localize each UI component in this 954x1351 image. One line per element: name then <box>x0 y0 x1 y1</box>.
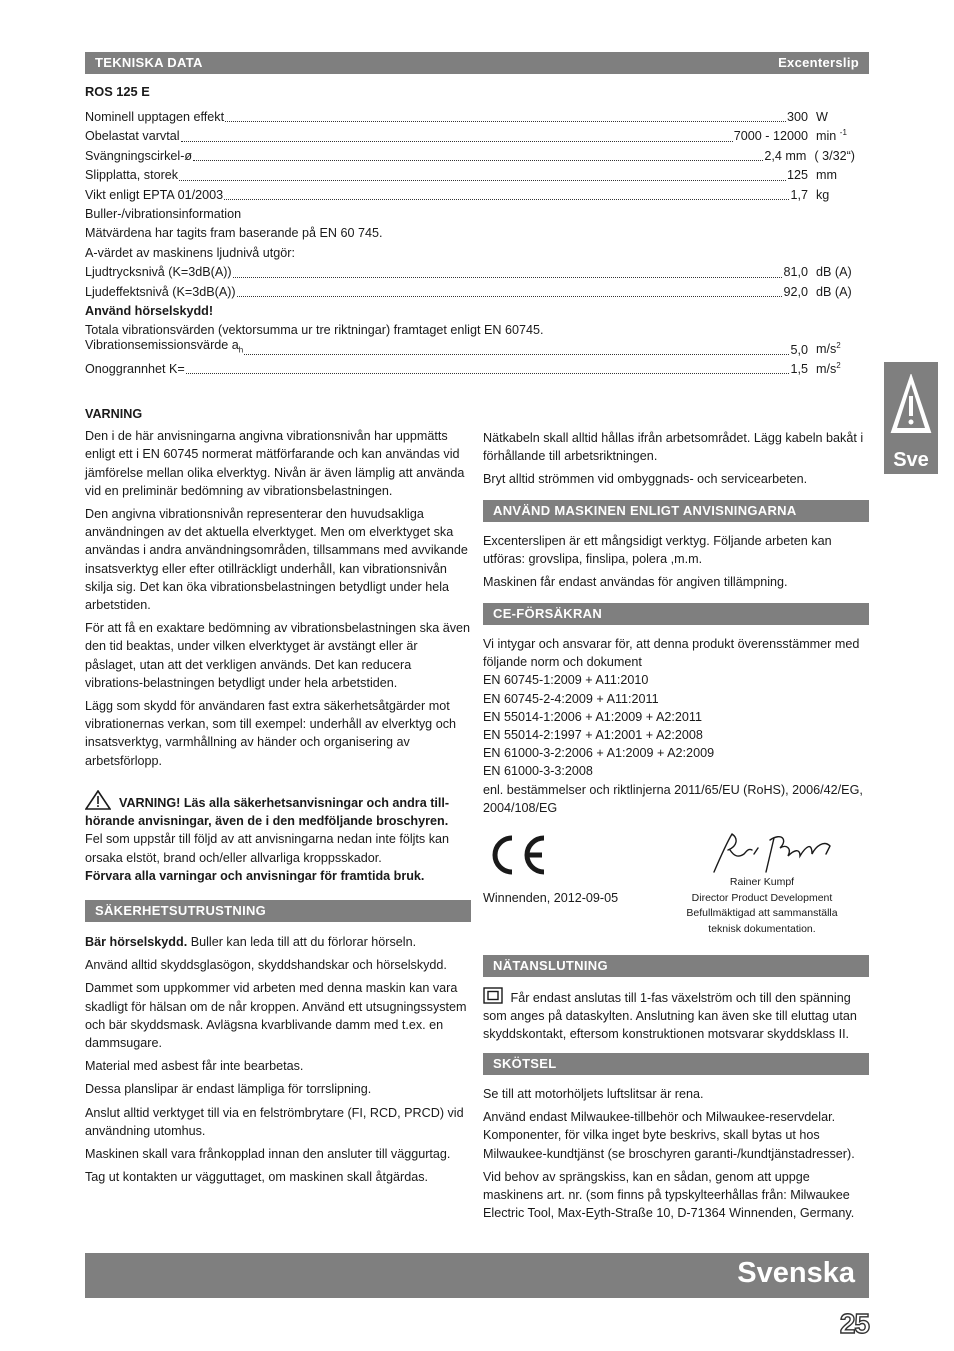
norm-line: EN 61000-3-3:2008 <box>483 764 593 779</box>
norm-line: EN 55014-2:1997 + A1:2001 + A2:2008 <box>483 728 703 743</box>
paragraph: Dessa planslipar är endast lämpliga för torrslipning. <box>85 1082 372 1097</box>
place-date: Winnenden, 2012-09-05 <box>483 891 619 905</box>
signer-title: Director Product Development <box>691 891 833 904</box>
section-bar-anvand: ANVÄND MASKINEN ENLIGT ANVISNINGARNA <box>483 500 869 522</box>
natanslutning-section <box>483 987 869 1049</box>
paragraph: Vid behov av sprängskiss, kan en sådan, genom att uppge maskinens art. nr. (som finns på typskylteerhållas från: Milwaukee Electric Tool, Max-Eyth-Straße 10, D-71364 Winnenden, Germany. <box>483 1169 855 1221</box>
paragraph: Se till att motorhöljets luftslitsar är rena. <box>483 1087 704 1101</box>
paragraph: För att få en exaktare bedömning av vibrationsbelastningen ska även den tid beaktas, under vilken elverktyget är avstängt eller är påslaget, utan att det verkligen används. Det kan reducera vibrations-belastningen betydligt under hela arbetstiden. <box>85 621 471 690</box>
spec-row: Ljudeffektsnivå (K=3dB(A)) 92,0 dB (A) <box>85 284 852 299</box>
varning-title: VARNING <box>85 407 143 421</box>
warning-triangle-icon <box>85 790 111 810</box>
safety-warning-block <box>85 790 471 885</box>
signature-image <box>708 828 843 876</box>
paragraph: Den i de här anvisningarna angivna vibrationsnivån har uppmätts enligt ett i EN 60745 normerat mätförfarande och kan användas vid jämförelse mellan olika elverktyg. Nivån är även lämplig att använda vid en preliminär bedömning av vibrationsbelastningen. <box>85 429 465 498</box>
spec-text-line: A-värdet av maskinens ljudnivå utgör: <box>85 245 295 260</box>
spec-row: Ljudtrycksnivå (K=3dB(A)) 81,0 dB (A) <box>85 265 852 280</box>
skotsel-section <box>483 1085 869 1227</box>
section-bar-natanslutning: NÄTANSLUTNING <box>483 955 869 977</box>
paragraph: Använd alltid skyddsglasögon, skyddshandskar och hörselskydd. <box>85 958 447 973</box>
right-intro <box>483 429 869 494</box>
ce-section <box>483 635 869 817</box>
paragraph: Nätkabeln skall alltid hållas ifrån arbetsområdet. Lägg kabeln bakåt i förhållande till arbetsriktningen. <box>483 431 864 464</box>
section-bar-sakerhet: SÄKERHETSUTRUSTNING <box>85 900 471 922</box>
paragraph: Använd endast Milwaukee-tillbehör och Milwaukee-reservdelar. Komponenter, för vilka inget byte beskrivs, skall bytas ut hos Milwaukee-kundtjänst (se broschyren garanti-/kundtjänstadresser). <box>483 1110 855 1161</box>
paragraph: Anslut alltid verktyget till via en felströmbrytare (FI, RCD, PRCD) vid användning utomhus. <box>85 1105 464 1138</box>
spec-row: Vibrationsemissionsvärde $a_h$ 5,0 $m/s^2$ <box>85 338 841 357</box>
ce-directives: enl. bestämmelser och riktlinjerna 2011/65/EU (RoHS), 2006/42/EG, 2004/108/EG <box>483 782 863 815</box>
spec-text-line: Totala vibrationsvärden (vektorsumma ur tre riktningar) framtaget enligt EN 60745. <box>85 323 544 338</box>
safety-warning-keep: Förvara alla varningar och anvisningar för framtida bruk. <box>85 868 425 883</box>
hearing-warning: Använd hörselskydd! <box>85 303 214 318</box>
anvand-section <box>483 532 869 597</box>
spec-row: Vikt enligt EPTA 01/2003 1,7 kg <box>85 187 830 202</box>
safety-warning-bold: VARNING! Läs alla säkerhetsanvisningar och andra till-hörande anvisningar, även de i den medföljande broschyren. <box>85 796 450 829</box>
section-bar-skotsel: SKÖTSEL <box>483 1053 869 1075</box>
language-side-tab <box>884 362 938 474</box>
section-header-bar <box>85 52 869 74</box>
paragraph: Lägg som skydd för användaren fast extra säkerhetsåtgärder mot vibrationernas verkan, som till exempel: underhåll av elverktyg och insatsverktyg, varmhållning av händer och organisering av arbetsförlopp. <box>85 699 456 768</box>
spec-row: Nominell upptagen effekt 300 W <box>85 109 828 124</box>
section-bar-ce: CE-FÖRSÄKRAN <box>483 603 869 625</box>
spec-row: Svängningscirkel-ø 2,4 mm ( 3/32“) <box>85 148 855 163</box>
signer-name: Rainer Kumpf <box>729 876 795 888</box>
sakerhet-section <box>85 933 471 1191</box>
paragraph: Får endast anslutas till 1-fas växelström och till den spänning som anges på dataskylten. Anslutning kan även ske till eluttag utan skyddskontakt, eftersom konstruktionen motsvarar skyddsklass II. <box>483 987 869 1044</box>
norm-line: EN 60745-1:2009 + A11:2010 <box>483 673 649 688</box>
paragraph: Bryt alltid strömmen vid ombyggnads- och servicearbeten. <box>483 472 808 487</box>
norm-line: EN 61000-3-2:2006 + A1:2009 + A2:2009 <box>483 746 715 761</box>
ce-intro: Vi intygar och ansvarar för, att denna produkt överensstämmer med följande norm och dokument <box>483 637 860 670</box>
spec-row: Onoggrannhet K= 1,5 $m/s^2$ <box>85 360 841 377</box>
paragraph: Tag ut kontakten ur vägguttaget, om maskinen skall åtgärdas. <box>85 1170 429 1185</box>
footer-language: Svenska <box>737 1257 855 1289</box>
spec-text-line: Buller-/vibrationsinformation <box>85 206 242 221</box>
signer-block <box>672 875 852 937</box>
signer-note: Befullmäktigad att sammanställa teknisk dokumentation. <box>686 907 838 935</box>
spec-row: Obelastat varvtal 7000 - 12000 min $^{-1}$ <box>85 127 855 146</box>
norm-line: EN 60745-2-4:2009 + A11:2011 <box>483 691 659 706</box>
ce-mark-icon <box>486 832 548 878</box>
side-tab-label: Sve <box>893 449 929 471</box>
warning-icon <box>890 374 932 436</box>
paragraph: Bär hörselskydd. Buller kan leda till att du förlorar hörseln. <box>85 935 417 949</box>
paragraph: Dammet som uppkommer vid arbeten med denna maskin kan vara skadligt för hälsan om de når kroppen. Använd ett utsugningssystem och bär skyddsmask. Avlägsna kvarblivande damm med t.ex. en dammsugare. <box>85 981 467 1051</box>
product-name: Excenterslip <box>778 55 859 70</box>
paragraph: Den angivna vibrationsnivån representerar den huvudsakliga användningen av det aktuella elverktyget. Men om elverktyget ska användas i andra användningsområden, tillsammans med avvikande insatsverktyg eller efter otillräckligt underhåll, kan vibrationsnivån skilja sig. Det kan öka vibrationsbelastningen betydligt under hela arbetstiden. <box>85 507 468 613</box>
varning-section <box>85 405 471 775</box>
spec-text-line: Mätvärdena har tagits fram baserande på EN 60 745. <box>85 226 383 241</box>
double-insulation-icon <box>483 987 503 1004</box>
section-title: TEKNISKA DATA <box>95 55 203 70</box>
norm-line: EN 55014-1:2006 + A1:2009 + A2:2011 <box>483 709 702 724</box>
paragraph: Material med asbest får inte bearbetas. <box>85 1059 304 1074</box>
unit-rpm: min $^{-1}$ <box>816 128 847 144</box>
model-name: ROS 125 E <box>85 84 150 99</box>
paragraph: Maskinen får endast användas för angiven tillämpning. <box>483 575 788 590</box>
safety-warning-text: Fel som uppstår till följd av att anvisningarna nedan inte följts kan orsaka elstöt, brand och/eller allvarliga kroppsskador. <box>85 832 450 865</box>
spec-table <box>85 108 855 379</box>
footer-bar <box>85 1253 869 1298</box>
spec-row: Slipplatta, storek 125 mm <box>85 168 837 183</box>
paragraph: Maskinen skall vara frånkopplad innan den ansluter till väggurtag. <box>85 1147 451 1162</box>
page-number: 25 <box>839 1308 869 1339</box>
paragraph: Excenterslipen är ett mångsidigt verktyg. Följande arbeten kan utföras: grovslipa, finslipa, polera ,m.m. <box>483 534 832 567</box>
